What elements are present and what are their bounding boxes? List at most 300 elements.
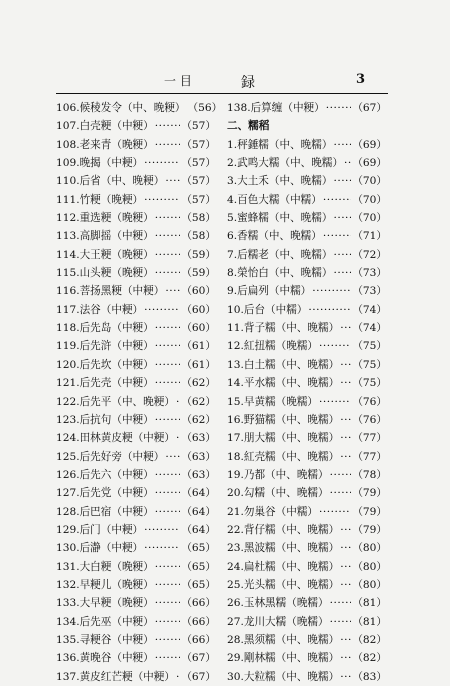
dot-leader (144, 191, 180, 209)
entry-grade: （中、晚糯） (275, 450, 340, 463)
entry-number: 114. (56, 248, 80, 261)
entry-number: 15. (227, 395, 244, 408)
entry-number: 135. (56, 633, 80, 646)
entry-name: 后先好旁 (79, 450, 122, 463)
dot-leader (340, 448, 351, 466)
toc-entry (227, 448, 387, 466)
entry-number: 14. (227, 377, 244, 390)
entry-grade: （中、晚糯） (258, 230, 322, 243)
entry-number: 122. (56, 395, 80, 408)
entry-page: （57） (181, 193, 216, 206)
entry-name: 黄皮红芒粳 (79, 670, 133, 683)
entry-grade: （中、晚糯） (275, 358, 340, 371)
entry-name: 后糯老 (237, 248, 269, 261)
toc-entry (56, 117, 216, 135)
entry-number: 21. (227, 505, 244, 518)
dot-leader (155, 576, 181, 594)
toc-entry (227, 209, 387, 227)
dot-leader (165, 282, 180, 300)
entry-page: （78） (352, 468, 387, 481)
dot-leader (319, 393, 351, 411)
toc-entry (227, 301, 387, 319)
entry-number: 22. (227, 523, 244, 536)
entry-number: 11. (227, 322, 244, 335)
entry-number: 5. (227, 212, 238, 225)
entry-page: （67） (181, 652, 216, 665)
entry-number: 113. (56, 230, 80, 243)
toc-entry (56, 209, 216, 227)
entry-page: （56） (187, 102, 223, 114)
entry-name: 扁杜糯 (243, 560, 276, 573)
entry-page: （57） (181, 157, 216, 170)
toc-entry (227, 356, 387, 374)
entry-page: （72） (352, 248, 387, 261)
entry-page: （66） (181, 615, 216, 628)
entry-page: （63） (181, 468, 216, 481)
dot-leader (344, 154, 351, 172)
entry-page: （79） (352, 505, 387, 518)
dot-leader (155, 136, 181, 154)
entry-grade: （中粳） (111, 340, 154, 353)
entry-number: 127. (56, 487, 80, 500)
toc-entry (56, 227, 216, 245)
entry-name: 候稜发令 (79, 102, 122, 114)
entry-grade: （晚粳） (111, 212, 154, 225)
toc-left-column (56, 99, 223, 686)
entry-page: （60） (181, 303, 216, 316)
dot-leader (323, 191, 351, 209)
entry-number: 138. (227, 102, 251, 114)
entry-name: 背仔糯 (243, 523, 276, 536)
entry-page: （57） (181, 120, 216, 133)
toc-entry (56, 264, 216, 282)
entry-page: （63） (181, 450, 216, 463)
entry-name: 乃都 (243, 468, 266, 481)
dot-leader (165, 172, 180, 190)
entry-grade: （晚粳） (111, 267, 154, 280)
entry-number: 17. (227, 432, 244, 445)
entry-name: 野猫糯 (243, 413, 276, 426)
dot-leader (330, 484, 352, 502)
entry-name: 紅壳糯 (243, 450, 276, 463)
entry-grade: （中、晚糯） (275, 377, 340, 390)
toc-entry (56, 429, 216, 447)
entry-name: 勿巢谷 (243, 505, 276, 518)
entry-number: 134. (56, 615, 80, 628)
dot-leader (155, 411, 181, 429)
entry-grade: （中、晚糯） (268, 175, 333, 188)
entry-page: （64） (181, 505, 216, 518)
entry-page: （67） (181, 670, 216, 683)
header-title: 録 (241, 75, 255, 91)
toc-entry (56, 393, 216, 411)
entry-grade: （中粳） (111, 633, 154, 646)
entry-page: （64） (181, 523, 216, 536)
toc-entry (56, 558, 216, 576)
toc-entry (227, 521, 387, 539)
entry-name: 紅扭糯 (243, 340, 276, 353)
entry-number: 9. (227, 285, 238, 298)
entry-grade: （晚粳） (100, 193, 144, 206)
entry-number: 13. (227, 358, 244, 371)
entry-name: 香糯 (237, 230, 259, 243)
entry-grade: （中、晚粳） (111, 395, 175, 408)
entry-page: （61） (181, 358, 216, 371)
entry-grade: （中、晚粳） (121, 102, 186, 114)
entry-grade: （中、晚糯） (275, 413, 340, 426)
entry-number: 128. (56, 505, 80, 518)
entry-grade: （晚粳） (111, 560, 154, 573)
dot-leader (330, 613, 352, 631)
entry-number: 116. (56, 285, 80, 298)
entry-page: （58） (181, 230, 216, 243)
toc-entry (56, 319, 216, 337)
toc-entry (56, 154, 216, 172)
entry-name: 大早粳 (79, 597, 112, 610)
dot-leader (340, 668, 351, 686)
entry-number: 119. (56, 340, 80, 353)
entry-grade: （中糯） (279, 193, 322, 206)
entry-number: 30. (227, 670, 244, 683)
entry-number: 18. (227, 450, 244, 463)
entry-number: 115. (56, 267, 80, 280)
entry-number: 27. (227, 615, 244, 628)
entry-page: （71） (352, 230, 387, 243)
entry-grade: （中粳） (111, 358, 154, 371)
toc-entry (227, 466, 387, 484)
entry-name: 白壳粳 (79, 120, 112, 133)
toc-entry (56, 649, 216, 667)
entry-name: 寻粳谷 (79, 633, 112, 646)
entry-name: 菩扬黑粳 (79, 285, 122, 298)
toc-entry (227, 374, 387, 392)
entry-page: （74） (352, 303, 387, 316)
entry-grade: （中、晚粳） (100, 175, 165, 188)
toc-entry (227, 246, 387, 264)
entry-number: 109. (56, 157, 80, 170)
entry-page: （66） (181, 597, 216, 610)
entry-number: 130. (56, 542, 80, 555)
dot-leader (340, 411, 351, 429)
entry-name: 平水糯 (243, 377, 276, 390)
entry-grade: （晚粳） (111, 597, 154, 610)
entry-number: 137. (56, 670, 80, 683)
dot-leader (312, 282, 351, 300)
entry-page: （70） (352, 193, 387, 206)
entry-grade: （中粳） (111, 505, 154, 518)
entry-page: （59） (181, 248, 216, 261)
dot-leader (155, 374, 181, 392)
dot-leader (340, 558, 351, 576)
dot-leader (333, 136, 351, 154)
dot-leader (333, 246, 351, 264)
dot-leader (308, 301, 351, 319)
entry-name: 龙川大糯 (243, 615, 287, 628)
entry-grade: （中、晚糯） (268, 267, 333, 280)
entry-page: （76） (352, 413, 387, 426)
dot-leader (333, 209, 351, 227)
toc-entry (56, 613, 216, 631)
entry-page: （77） (352, 432, 387, 445)
dot-leader (330, 594, 352, 612)
dot-leader (319, 503, 351, 521)
dot-leader (144, 521, 180, 539)
toc-entry (227, 484, 387, 502)
entry-name: 老来青 (79, 138, 112, 151)
entry-number: 8. (227, 267, 238, 280)
entry-number: 16. (227, 413, 244, 426)
entry-number: 29. (227, 652, 244, 665)
toc-entry (227, 631, 387, 649)
entry-grade: （晚粳） (111, 248, 154, 261)
dot-leader (319, 337, 351, 355)
entry-page: （73） (352, 285, 387, 298)
entry-number: 23. (227, 542, 244, 555)
toc-entry (227, 649, 387, 667)
toc-entry (56, 191, 216, 209)
entry-number: 12. (227, 340, 244, 353)
section-title: 二、糯稻 (227, 120, 270, 133)
toc-entry (56, 631, 216, 649)
dot-leader (340, 576, 351, 594)
entry-name: 后台 (243, 303, 266, 316)
entry-grade: （中粳） (100, 157, 144, 170)
entry-grade: （中粳） (111, 487, 154, 500)
toc-entry (56, 136, 216, 154)
toc-entry (227, 264, 387, 282)
entry-name: 后先浒 (79, 340, 112, 353)
entry-grade: （中、晚糯） (268, 138, 333, 151)
dot-leader (340, 319, 351, 337)
entry-number: 25. (227, 578, 244, 591)
entry-page: （59） (181, 267, 216, 280)
dot-leader (155, 319, 181, 337)
entry-name: 武鸣大糯 (237, 157, 280, 170)
entry-name: 高脚摇 (79, 230, 112, 243)
dot-leader (340, 429, 351, 447)
entry-name: 后门 (79, 523, 101, 536)
dot-leader (176, 393, 180, 411)
dot-leader (155, 594, 181, 612)
page-number: 3 (356, 72, 366, 87)
dot-leader (155, 631, 181, 649)
dot-leader (165, 448, 180, 466)
toc-entry (56, 484, 216, 502)
entry-name: 后先巫 (79, 615, 112, 628)
toc-entry (56, 99, 223, 117)
entry-page: （75） (352, 340, 387, 353)
entry-name: 百色大糯 (237, 193, 280, 206)
entry-name: 后扁列 (237, 285, 269, 298)
entry-number: 26. (227, 597, 244, 610)
entry-number: 132. (56, 578, 80, 591)
entry-name: 山头粳 (79, 267, 112, 280)
entry-page: （65） (181, 560, 216, 573)
entry-number: 19. (227, 468, 244, 481)
entry-name: 大土禾 (237, 175, 269, 188)
dot-leader (155, 264, 181, 282)
entry-name: 后巴宿 (79, 505, 112, 518)
entry-name: 后瀞 (79, 542, 101, 555)
entry-page: （81） (352, 615, 387, 628)
entry-page: （74） (352, 322, 387, 335)
entry-page: （82） (352, 652, 387, 665)
page-header (56, 72, 386, 92)
toc-entry (227, 136, 387, 154)
entry-grade: （中粳） (132, 670, 175, 683)
entry-number: 133. (56, 597, 80, 610)
entry-number: 124. (56, 432, 80, 445)
entry-grade: （中、晚糯） (268, 212, 333, 225)
dot-leader (144, 301, 180, 319)
entry-name: 光头糯 (243, 578, 276, 591)
entry-page: （65） (181, 578, 216, 591)
entry-grade: （中粳） (111, 468, 154, 481)
toc-entry (56, 282, 216, 300)
entry-name: 黑波糯 (243, 542, 276, 555)
entry-grade: （中粳） (111, 322, 154, 335)
entry-name: 大王粳 (79, 248, 112, 261)
entry-grade: （晚粳） (111, 138, 154, 151)
toc-entry (56, 521, 216, 539)
entry-name: 白土糯 (243, 358, 276, 371)
entry-name: 后先六 (79, 468, 112, 481)
entry-name: 背子糯 (243, 322, 276, 335)
dot-leader (155, 484, 181, 502)
dot-leader (176, 429, 180, 447)
entry-name: 后先壳 (79, 377, 112, 390)
entry-page: （57） (181, 138, 216, 151)
entry-name: 大白粳 (79, 560, 112, 573)
entry-number: 131. (56, 560, 80, 573)
entry-name: 榮怡白 (237, 267, 269, 280)
entry-page: （79） (352, 523, 387, 536)
toc-entry (56, 337, 216, 355)
toc-entry (227, 503, 387, 521)
entry-page: （67） (352, 102, 387, 114)
toc-entry (56, 374, 216, 392)
entry-page: （77） (352, 450, 387, 463)
entry-grade: （晚糯） (286, 615, 329, 628)
entry-number: 125. (56, 450, 80, 463)
entry-name: 后抗句 (79, 413, 112, 426)
dot-leader (155, 503, 181, 521)
entry-name: 玉林黑糯 (243, 597, 287, 610)
toc-entry (56, 172, 216, 190)
toc-entry (227, 282, 387, 300)
entry-grade: （中、晚糯） (279, 157, 344, 170)
dot-leader (155, 466, 181, 484)
entry-page: （62） (181, 377, 216, 390)
dot-leader (144, 539, 180, 557)
dot-leader (144, 154, 180, 172)
entry-grade: （晚糯） (275, 395, 319, 408)
entry-grade: （中粳） (132, 432, 175, 445)
entry-page: （82） (352, 633, 387, 646)
toc-entry (227, 172, 387, 190)
entry-page: （75） (352, 377, 387, 390)
entry-page: （66） (181, 633, 216, 646)
entry-number: 3. (227, 175, 238, 188)
toc-entry (56, 576, 216, 594)
entry-grade: （中、晚糯） (268, 248, 333, 261)
header-left-mark: 一 目 (164, 74, 192, 88)
entry-grade: （中、晚糯） (275, 523, 340, 536)
entry-name: 后先岛 (79, 322, 112, 335)
toc-entry (227, 576, 387, 594)
entry-number: 107. (56, 120, 80, 133)
toc-entry (227, 594, 387, 612)
entry-page: （69） (352, 138, 387, 151)
entry-number: 20. (227, 487, 244, 500)
entry-page: （65） (181, 542, 216, 555)
dot-leader (333, 264, 351, 282)
entry-name: 竹粳 (79, 193, 101, 206)
entry-grade: （中、晚糯） (275, 542, 340, 555)
entry-name: 朋大糯 (243, 432, 276, 445)
entry-grade: （中、晚糯） (275, 578, 340, 591)
entry-name: 蜜蜂糯 (237, 212, 269, 225)
toc-entry (56, 411, 216, 429)
entry-page: （70） (352, 175, 387, 188)
entry-number: 24. (227, 560, 244, 573)
toc-entry (227, 411, 387, 429)
dot-leader (155, 356, 181, 374)
toc-entry (56, 594, 216, 612)
toc-entry (56, 539, 216, 557)
entry-page: （61） (181, 340, 216, 353)
entry-number: 120. (56, 358, 80, 371)
toc-entry (56, 668, 216, 686)
entry-grade: （中、晚糯） (275, 322, 340, 335)
entry-number: 10. (227, 303, 244, 316)
entry-page: （58） (181, 212, 216, 225)
entry-grade: （中粳） (121, 450, 165, 463)
entry-grade: （中、晚糯） (275, 652, 340, 665)
dot-leader (155, 649, 181, 667)
entry-page: （83） (352, 670, 387, 683)
toc-entry (227, 558, 387, 576)
dot-leader (155, 337, 181, 355)
toc-entry (227, 337, 387, 355)
entry-name: 剛林糯 (243, 652, 276, 665)
entry-page: （81） (352, 597, 387, 610)
entry-name: 勾糯 (243, 487, 266, 500)
entry-name: 早黄糯 (243, 395, 276, 408)
entry-name: 重选粳 (79, 212, 112, 225)
entry-page: （70） (352, 212, 387, 225)
entry-page: （80） (352, 560, 387, 573)
entry-page: （75） (352, 358, 387, 371)
entry-name: 后算缠 (250, 102, 283, 114)
entry-grade: （中粳） (100, 523, 144, 536)
dot-leader (340, 521, 351, 539)
toc-entry (227, 429, 387, 447)
entry-number: 28. (227, 633, 244, 646)
entry-page: （76） (352, 395, 387, 408)
entry-grade: （晚糯） (275, 340, 319, 353)
entry-page: （64） (181, 487, 216, 500)
entry-grade: （中粳） (111, 120, 154, 133)
entry-grade: （中粳） (100, 303, 144, 316)
dot-leader (333, 172, 351, 190)
entry-number: 110. (56, 175, 80, 188)
entry-grade: （中粳） (111, 652, 154, 665)
entry-name: 后先坎 (79, 358, 112, 371)
entry-grade: （中、晚糯） (265, 468, 329, 481)
entry-grade: （中粳） (111, 413, 154, 426)
entry-grade: （中粳） (111, 230, 154, 243)
